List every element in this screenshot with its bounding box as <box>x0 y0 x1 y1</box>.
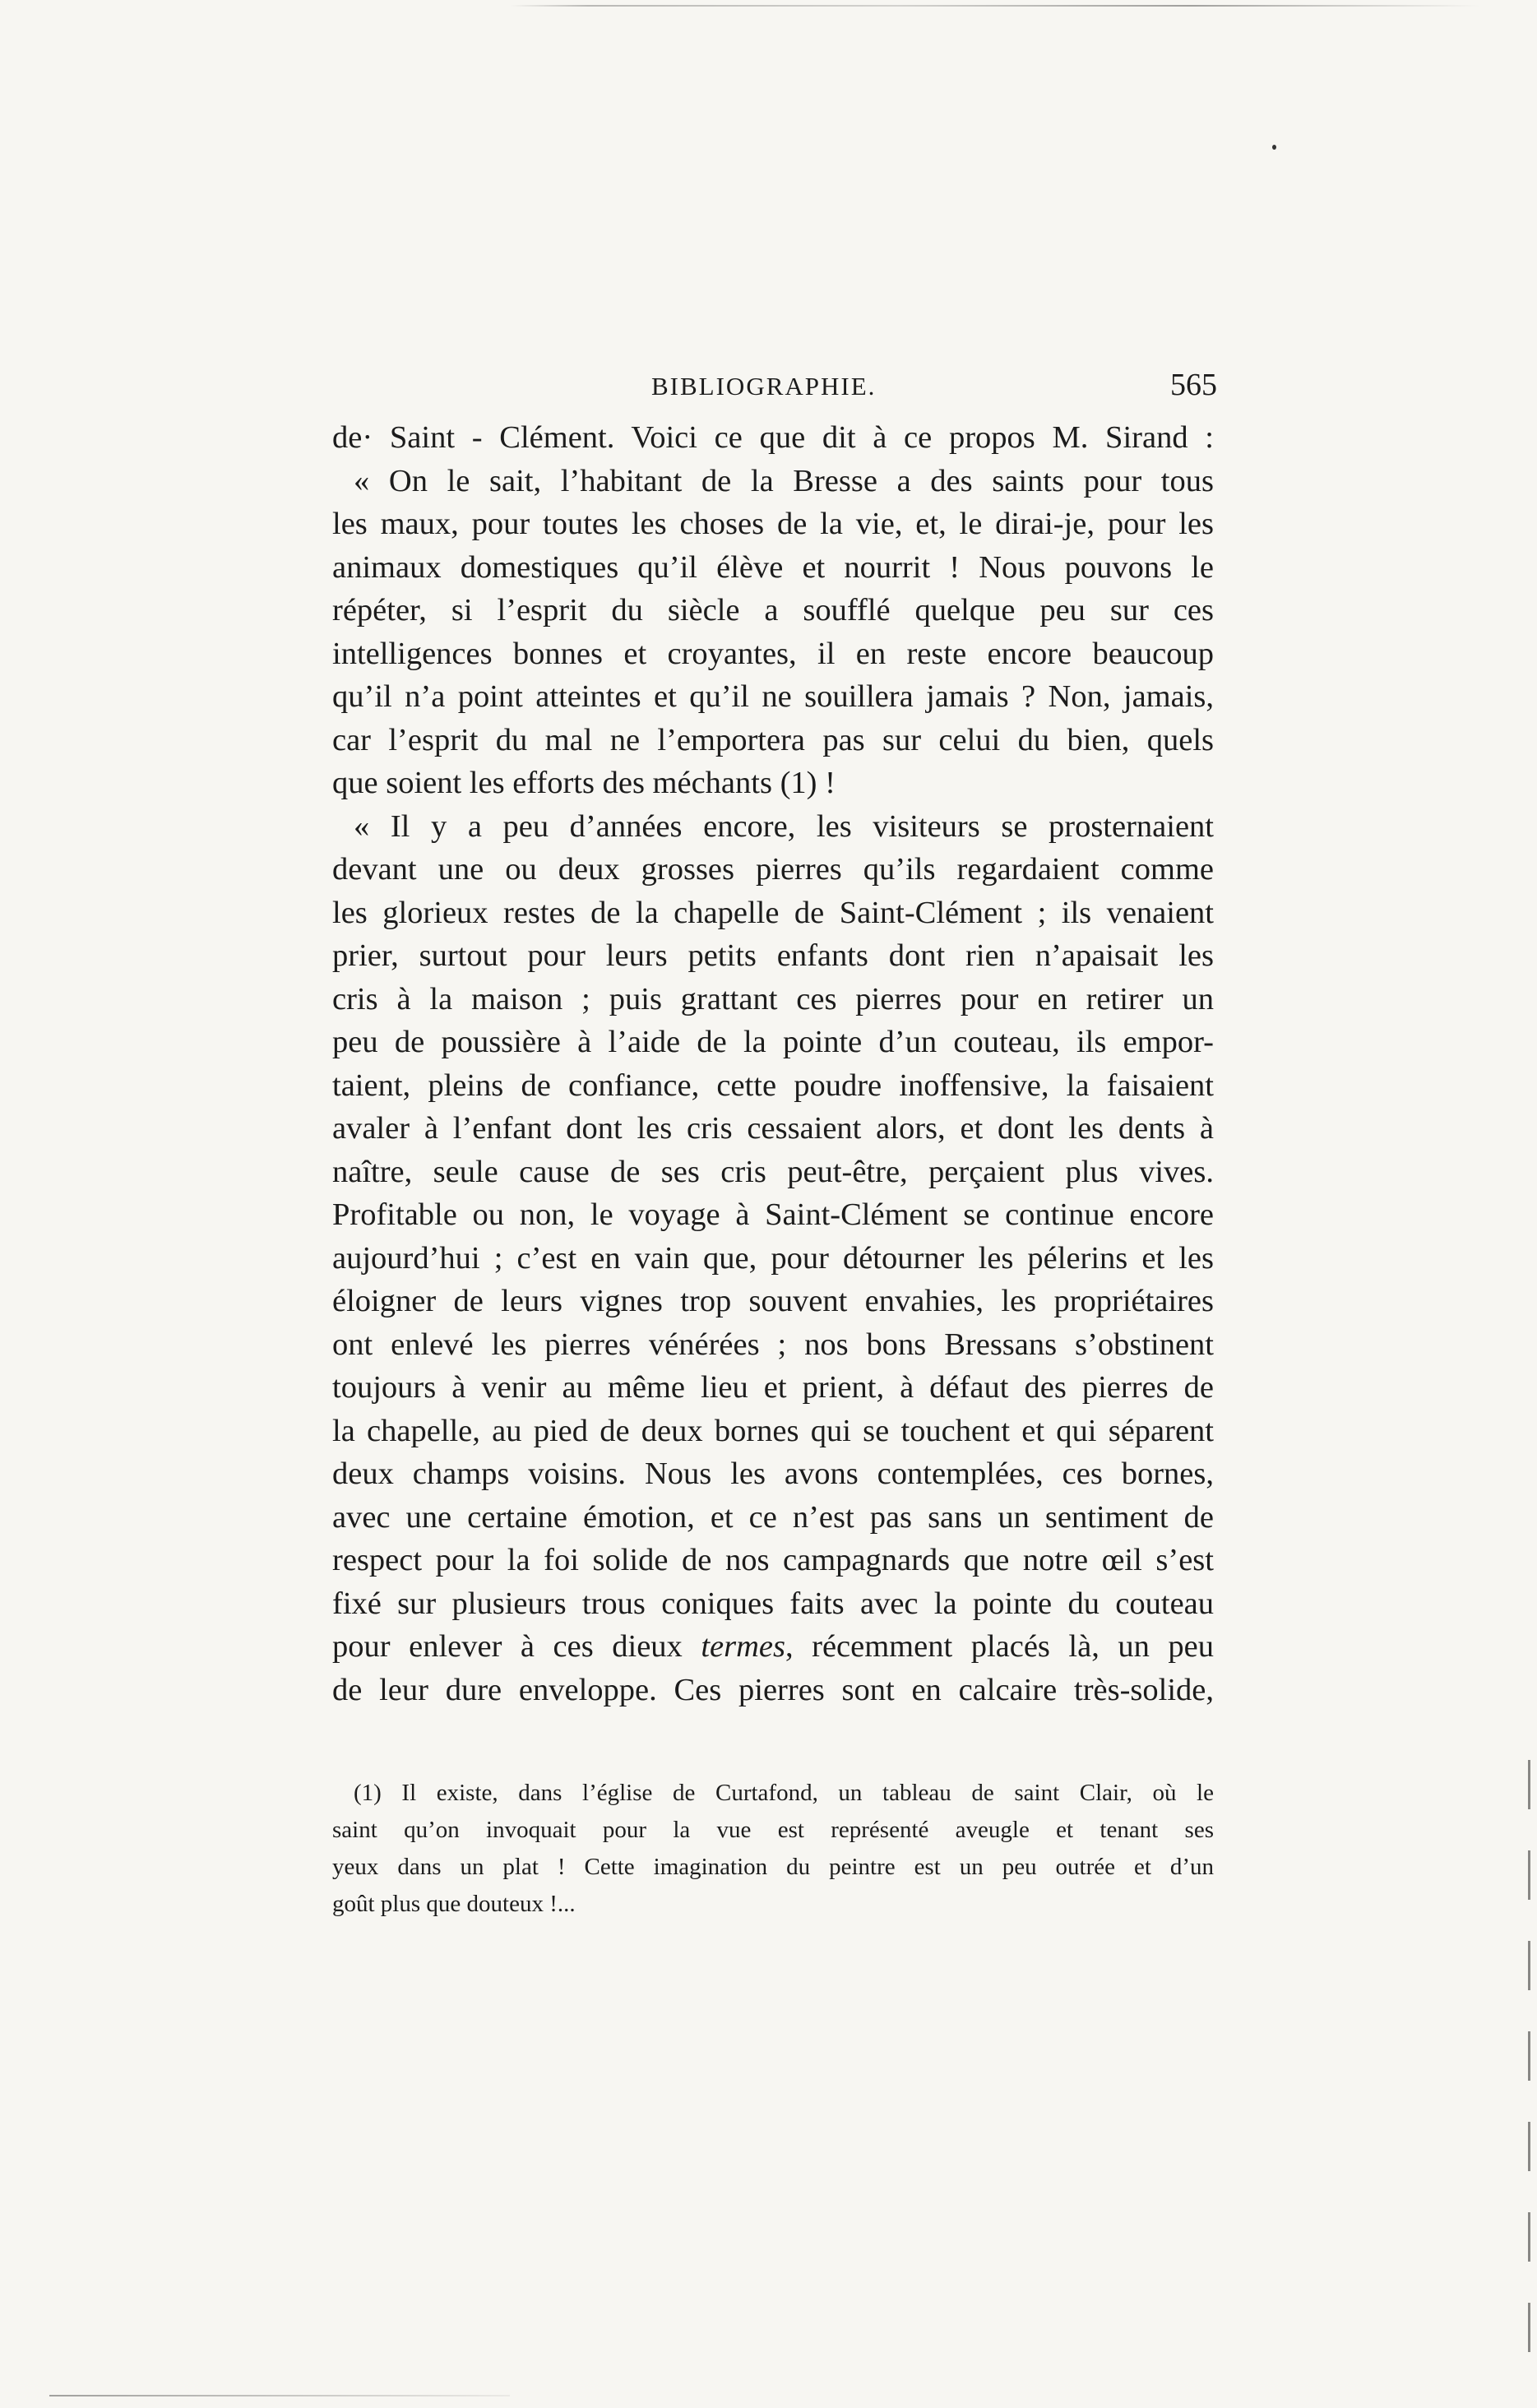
italic-term: termes <box>701 1629 785 1664</box>
text-segment: pour enlever à ces dieux <box>332 1629 701 1664</box>
text-line: les maux, pour toutes les choses de la vie, et, le dirai-je, pour les <box>332 507 1214 541</box>
footnote-line: saint qu’on invoquait pour la vue est représenté aveugle et tenant ses <box>332 1817 1214 1843</box>
text-line: car l’esprit du mal ne l’emportera pas sur celui du bien, quels <box>332 722 1214 757</box>
text-line: peu de poussière à l’aide de la pointe d’un couteau, ils empor- <box>332 1025 1214 1059</box>
text-line: fixé sur plusieurs trous coniques faits avec la pointe du couteau <box>332 1586 1214 1621</box>
text-line: de· Saint - Clément. Voici ce que dit à ce propos M. Sirand : <box>332 420 1214 455</box>
scan-edge-artifact <box>1528 1760 1530 2352</box>
text-line: que soient les efforts des méchants (1) ! <box>332 766 836 800</box>
text-line: cris à la maison ; puis grattant ces pierres pour en retirer un <box>332 981 1214 1016</box>
text-line: intelligences bonnes et croyantes, il en reste encore beaucoup <box>332 636 1214 671</box>
text-line: taient, pleins de confiance, cette poudre inoffensive, la faisaient <box>332 1067 1214 1103</box>
text-line: avec une certaine émotion, et ce n’est pas sans un sentiment de <box>332 1499 1214 1535</box>
text-line: avaler à l’enfant dont les cris cessaient alors, et dont les dents à <box>332 1111 1214 1146</box>
text-line: qu’il n’a point atteintes et qu’il ne souillera jamais ? Non, jamais, <box>332 679 1214 714</box>
running-head <box>329 368 1217 421</box>
footnote-line: goût plus que douteux !... <box>332 1891 576 1917</box>
text-line: « On le sait, l’habitant de la Bresse a des saints pour tous <box>354 463 1214 498</box>
text-line: toujours à venir au même lieu et prient, à défaut des pierres de <box>332 1370 1214 1405</box>
text-line: « Il y a peu d’années encore, les visiteurs se prosternaient <box>354 808 1214 844</box>
text-line: prier, surtout pour leurs petits enfants dont rien n’apaisait les <box>332 938 1214 973</box>
text-line: de leur dure enveloppe. Ces pierres sont en calcaire très-solide, <box>332 1672 1214 1707</box>
text-line: la chapelle, au pied de deux bornes qui se touchent et qui séparent <box>332 1413 1214 1448</box>
scan-edge-artifact <box>510 5 1480 7</box>
footnote-line: yeux dans un plat ! Cette imagination du peintre est un peu outrée et d’un <box>332 1854 1214 1880</box>
text-line: Profitable ou non, le voyage à Saint-Clément se continue encore <box>332 1197 1214 1232</box>
footnote <box>332 1775 1214 1923</box>
text-line: devant une ou deux grosses pierres qu’ils regardaient comme <box>332 852 1214 887</box>
text-line: aujourd’hui ; c’est en vain que, pour détourner les pélerins et les <box>332 1240 1214 1276</box>
page-number: 565 <box>1170 368 1217 402</box>
scan-edge-artifact <box>49 2395 510 2396</box>
body-text <box>332 416 1214 1711</box>
running-title: BIBLIOGRAPHIE. <box>651 372 877 401</box>
text-line: répéter, si l’esprit du siècle a soufflé quelque peu sur ces <box>332 593 1214 627</box>
text-segment: , récemment placés là, un peu <box>785 1629 1214 1664</box>
text-line: les glorieux restes de la chapelle de Saint-Clément ; ils venaient <box>332 895 1214 930</box>
text-line-with-italic <box>332 1625 1214 1669</box>
text-line: naître, seule cause de ses cris peut-être, perçaient plus vives. <box>332 1154 1214 1189</box>
text-line: respect pour la foi solide de nos campagnards que notre œil s’est <box>332 1543 1214 1577</box>
text-line: éloigner de leurs vignes trop souvent envahies, les propriétaires <box>332 1284 1214 1318</box>
ink-speck <box>1272 145 1276 150</box>
text-line: deux champs voisins. Nous les avons contemplées, ces bornes, <box>332 1456 1214 1491</box>
footnote-line: (1) Il existe, dans l’église de Curtafond, un tableau de saint Clair, où le <box>354 1780 1214 1806</box>
text-line: ont enlevé les pierres vénérées ; nos bons Bressans s’obstinent <box>332 1327 1214 1362</box>
text-line: animaux domestiques qu’il élève et nourrit ! Nous pouvons le <box>332 549 1214 585</box>
